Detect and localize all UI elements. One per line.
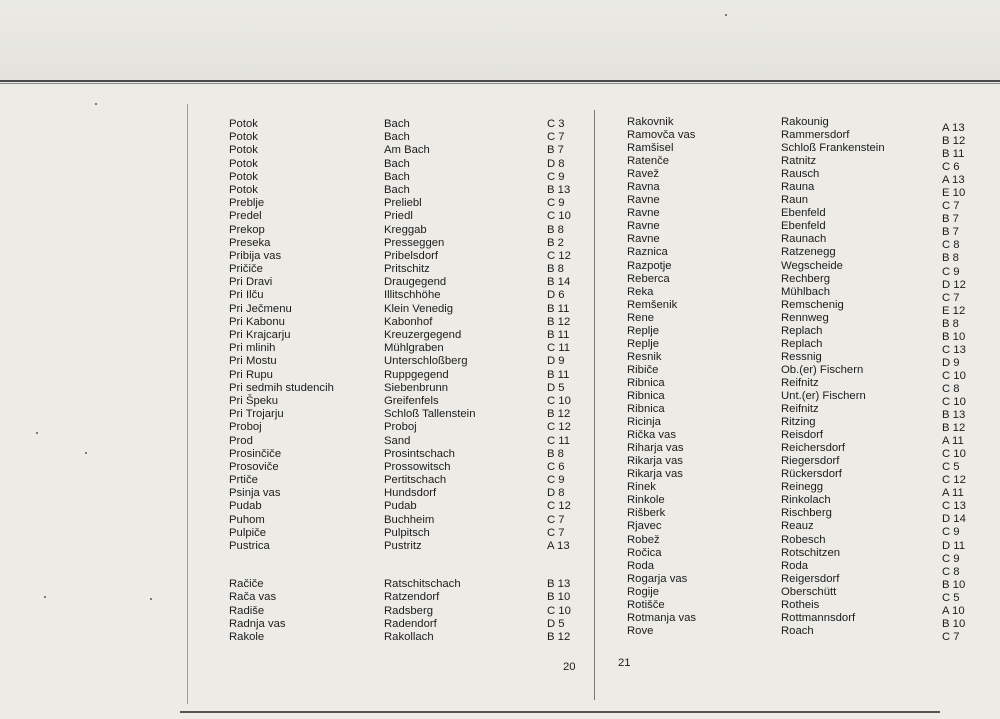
place-name-german: Mühlgraben: [384, 342, 444, 355]
map-grid-reference: A 10: [942, 604, 965, 617]
map-grid-reference: B 11: [547, 302, 570, 315]
place-name-german: Kabonhof: [384, 315, 433, 328]
map-grid-reference: C 10: [942, 395, 966, 408]
map-grid-reference: C 9: [547, 197, 565, 210]
place-name-german: Reifnitz: [781, 403, 819, 416]
place-name-slovene: Rička vas: [627, 429, 676, 442]
map-grid-reference: B 7: [547, 144, 564, 157]
map-grid-reference: D 6: [547, 289, 565, 302]
place-name-slovene: Potok: [229, 118, 258, 130]
place-name-slovene: Rikarja vas: [627, 468, 683, 481]
place-name-slovene: Ravne: [627, 220, 660, 233]
place-name-german: Roda: [781, 559, 809, 572]
place-name-german: Pritschitz: [384, 263, 430, 276]
place-name-slovene: Pri sedmih studencih: [229, 381, 334, 394]
place-name-german: Priedl: [384, 210, 413, 223]
place-name-german: Unt.(er) Fischern: [781, 389, 866, 402]
place-name-german: Ebenfeld: [781, 207, 826, 220]
place-name-slovene: Rove: [627, 624, 654, 637]
place-name-german: Rauna: [781, 181, 815, 194]
map-grid-reference: C 10: [547, 604, 571, 617]
place-name-german: Kreggab: [384, 223, 427, 236]
section-gap: [229, 553, 334, 578]
place-name-german: Pertitschach: [384, 474, 447, 487]
place-name-slovene: Puhom: [229, 513, 265, 526]
bottom-edge-line: [180, 711, 940, 713]
place-name-slovene: Radiše: [229, 604, 265, 617]
place-name-german: Bach: [384, 118, 410, 130]
place-name-slovene: Ramšisel: [627, 142, 674, 155]
place-name-slovene: Riharja vas: [627, 442, 684, 455]
place-name-slovene: Ravne: [627, 207, 660, 220]
place-name-slovene: Radnja vas: [229, 617, 286, 630]
place-name-slovene: Ravne: [627, 233, 660, 246]
map-grid-reference: C 10: [942, 369, 966, 382]
place-name-slovene: Rogije: [627, 585, 660, 598]
map-grid-reference: B 13: [547, 183, 571, 196]
place-name-german: Rottmannsdorf: [781, 611, 856, 624]
map-grid-reference: C 7: [942, 291, 960, 304]
place-name-german: Pulpitsch: [384, 526, 430, 539]
place-name-german: Wegscheide: [781, 259, 843, 272]
map-grid-reference: B 8: [547, 263, 564, 276]
map-grid-reference: B 10: [942, 330, 966, 343]
map-grid-reference: B 8: [942, 252, 959, 265]
map-grid-reference: D 14: [942, 513, 966, 526]
place-name-slovene: Predel: [229, 210, 262, 223]
place-name-slovene: Prtiče: [229, 474, 258, 487]
map-grid-reference: C 7: [547, 513, 565, 526]
scan-speck: [150, 598, 152, 600]
place-name-slovene: Pri Kabonu: [229, 315, 285, 328]
place-name-slovene: Rakovnik: [627, 116, 674, 128]
place-name-german: Am Bach: [384, 144, 430, 157]
place-name-slovene: Psinja vas: [229, 487, 281, 500]
place-name-german: Buchheim: [384, 513, 435, 526]
place-name-german: Reinegg: [781, 481, 824, 494]
scan-speck: [44, 596, 46, 598]
place-name-slovene: Roda: [627, 559, 655, 572]
map-grid-reference: A 11: [942, 435, 964, 448]
map-grid-reference: E 12: [942, 304, 966, 317]
map-grid-reference: C 5: [942, 461, 960, 474]
map-grid-reference: D 8: [547, 487, 565, 500]
place-name-german: Pudab: [384, 500, 417, 513]
place-name-german: Rennweg: [781, 311, 829, 324]
map-grid-reference: B 10: [547, 591, 571, 604]
place-name-slovene: Ramovča vas: [627, 129, 696, 142]
map-grid-reference: C 11: [547, 434, 571, 447]
map-grid-reference: E 10: [942, 187, 966, 200]
map-grid-reference: C 7: [942, 200, 960, 213]
map-grid-reference: C 9: [942, 552, 960, 565]
place-name-german: Radendorf: [384, 617, 437, 630]
place-name-german: Proboj: [384, 421, 417, 434]
map-grid-reference: B 8: [547, 223, 564, 236]
place-name-german: Schloß Frankenstein: [781, 142, 885, 155]
map-grid-reference: D 5: [547, 381, 565, 394]
map-grid-reference: C 9: [547, 170, 565, 183]
place-name-german: Reichersdorf: [781, 442, 846, 455]
place-name-german: Rammersdorf: [781, 129, 850, 142]
place-name-german: Schloß Tallenstein: [384, 408, 476, 421]
place-name-german: Illitschhöhe: [384, 289, 441, 302]
place-name-german: Bach: [384, 170, 410, 183]
map-grid-reference: B 10: [942, 617, 966, 630]
map-grid-reference: A 13: [547, 540, 570, 552]
scan-speck: [85, 452, 87, 454]
place-name-german: Reauz: [781, 520, 814, 533]
place-name-slovene: Pri Rupu: [229, 368, 273, 381]
place-name-slovene: Potok: [229, 157, 258, 170]
place-name-german: Ratzendorf: [384, 591, 440, 604]
place-name-slovene: Pustrica: [229, 540, 270, 552]
map-grid-reference: B 13: [942, 409, 966, 422]
left-page-edge: [187, 104, 188, 704]
place-name-german: Roach: [781, 624, 814, 637]
place-name-slovene: Resnik: [627, 350, 662, 363]
map-grid-reference: C 12: [942, 474, 966, 487]
place-name-slovene: Potok: [229, 183, 258, 196]
place-name-german: Replach: [781, 337, 823, 350]
place-name-german: Replach: [781, 324, 823, 337]
place-name-german: Raunach: [781, 233, 827, 246]
place-name-german: Kreuzergegend: [384, 329, 462, 341]
map-grid-reference: C 10: [547, 210, 571, 223]
place-name-german: Hundsdorf: [384, 487, 437, 500]
place-name-german: Ratschitschach: [384, 578, 461, 591]
place-name-slovene: Rinek: [627, 481, 656, 494]
place-name-slovene: Ročica: [627, 546, 662, 559]
place-name-slovene: Ribnica: [627, 376, 665, 389]
place-name-slovene: Rišberk: [627, 507, 666, 520]
place-name-slovene: Rogarja vas: [627, 572, 688, 585]
place-name-slovene: Potok: [229, 144, 258, 157]
place-name-slovene: Reka: [627, 285, 654, 298]
place-name-slovene: Pri Trojarju: [229, 408, 284, 421]
place-name-slovene: Ratenče: [627, 155, 670, 168]
map-grid-reference: D 9: [942, 356, 960, 369]
place-name-german: Robesch: [781, 533, 826, 546]
map-grid-reference: C 6: [547, 460, 565, 473]
map-grid-reference: D 5: [547, 617, 565, 630]
place-name-slovene: Preblje: [229, 197, 265, 210]
place-name-german: Sand: [384, 434, 411, 447]
map-grid-reference: A 13: [942, 122, 965, 134]
scan-fold-line: [0, 83, 1000, 84]
place-name-slovene: Ricinja: [627, 416, 661, 429]
map-grid-reference: C 11: [547, 342, 571, 355]
map-grid-reference: C 12: [547, 421, 571, 434]
place-name-german: Rückersdorf: [781, 468, 842, 481]
map-grid-reference: C 10: [547, 394, 571, 407]
map-grid-reference: C 6: [942, 161, 960, 174]
place-name-german: Ressnig: [781, 350, 822, 363]
place-name-german: Reisdorf: [781, 429, 824, 442]
place-name-slovene: Pribija vas: [229, 249, 282, 262]
scan-speck: [95, 103, 97, 105]
place-name-german: Pribelsdorf: [384, 249, 438, 262]
place-name-slovene: Pri Dravi: [229, 276, 273, 289]
map-grid-reference: B 12: [547, 408, 571, 421]
place-name-slovene: Rinkole: [627, 494, 665, 507]
place-name-slovene: Raznica: [627, 246, 668, 259]
map-grid-reference: C 12: [547, 500, 571, 513]
place-name-slovene: Prod: [229, 434, 253, 447]
map-grid-reference: B 11: [547, 329, 570, 341]
map-grid-reference: D 9: [547, 355, 565, 368]
place-name-slovene: Rotmanja vas: [627, 611, 697, 624]
map-grid-reference: B 10: [942, 578, 966, 591]
map-grid-reference: B 8: [942, 317, 959, 330]
map-grid-reference: B 14: [547, 276, 571, 289]
place-name-german: Prosintschach: [384, 447, 455, 460]
place-name-slovene: Prosinčiče: [229, 447, 282, 460]
place-name-slovene: Pri Ječmenu: [229, 302, 292, 315]
map-grid-reference: B 12: [942, 422, 966, 435]
book-gutter: [594, 110, 595, 700]
map-grid-reference: D 12: [942, 278, 966, 291]
left-page-grid-column: [547, 118, 571, 644]
place-name-german: Ebenfeld: [781, 220, 826, 233]
place-name-german: Rotheis: [781, 598, 820, 611]
place-name-slovene: Pri Ilču: [229, 289, 264, 302]
map-grid-reference: C 7: [547, 526, 565, 539]
map-grid-reference: A 13: [942, 174, 965, 187]
map-grid-reference: D 11: [942, 539, 966, 552]
place-name-slovene: Proboj: [229, 421, 262, 434]
map-grid-reference: B 12: [942, 135, 966, 148]
left-page-german-column: [384, 118, 475, 644]
right-page-slovene-column: [627, 116, 696, 638]
scan-speck: [725, 14, 727, 16]
place-name-slovene: Ribiče: [627, 363, 659, 376]
place-name-german: Reigersdorf: [781, 572, 840, 585]
place-name-german: Radsberg: [384, 604, 433, 617]
map-grid-reference: C 7: [547, 131, 565, 144]
left-page-number: 20: [563, 661, 576, 673]
place-name-german: Bach: [384, 157, 410, 170]
right-page-german-column: [781, 116, 885, 638]
map-grid-reference: B 12: [547, 315, 571, 328]
place-name-slovene: Ravež: [627, 168, 660, 181]
place-name-slovene: Potok: [229, 131, 258, 144]
map-grid-reference: B 2: [547, 236, 564, 249]
place-name-german: Ratzenegg: [781, 246, 836, 259]
place-name-slovene: Rakole: [229, 630, 265, 643]
place-name-german: Ob.(er) Fischern: [781, 363, 864, 376]
right-page-grid-column: [942, 122, 966, 644]
place-name-german: Draugegend: [384, 276, 447, 289]
place-name-slovene: Prekop: [229, 223, 265, 236]
place-name-german: Rinkolach: [781, 494, 831, 507]
place-name-german: Raun: [781, 194, 809, 207]
place-name-slovene: Rikarja vas: [627, 455, 683, 468]
map-grid-reference: C 9: [942, 526, 960, 539]
place-name-german: Rotschitzen: [781, 546, 841, 559]
map-grid-reference: C 10: [942, 448, 966, 461]
place-name-slovene: Replje: [627, 337, 660, 350]
map-grid-reference: C 8: [942, 565, 960, 578]
map-grid-reference: B 11: [547, 368, 570, 381]
place-name-slovene: Ribnica: [627, 403, 665, 416]
place-name-german: Presseggen: [384, 236, 445, 249]
place-name-german: Rechberg: [781, 272, 830, 285]
map-grid-reference: B 12: [547, 630, 571, 643]
section-gap: [547, 553, 571, 578]
place-name-german: Ritzing: [781, 416, 816, 429]
place-name-german: Pustritz: [384, 540, 422, 552]
map-grid-reference: B 7: [942, 213, 959, 226]
map-grid-reference: C 13: [942, 343, 966, 356]
map-grid-reference: C 9: [547, 474, 565, 487]
place-name-german: Rausch: [781, 168, 820, 181]
place-name-german: Bach: [384, 131, 410, 144]
place-name-slovene: Razpotje: [627, 259, 672, 272]
place-name-german: Oberschütt: [781, 585, 837, 598]
place-name-german: Klein Venedig: [384, 302, 454, 315]
place-name-slovene: Rene: [627, 311, 655, 324]
place-name-german: Preliebl: [384, 197, 422, 210]
place-name-german: Reifnitz: [781, 376, 819, 389]
map-grid-reference: C 13: [942, 500, 966, 513]
place-name-slovene: Pričiče: [229, 263, 263, 276]
place-name-german: Siebenbrunn: [384, 381, 449, 394]
place-name-slovene: Robež: [627, 533, 660, 546]
place-name-german: Unterschloßberg: [384, 355, 468, 368]
scan-speck: [36, 432, 38, 434]
place-name-slovene: Rača vas: [229, 591, 277, 604]
map-grid-reference: C 5: [942, 591, 960, 604]
map-grid-reference: B 13: [547, 578, 571, 591]
place-name-slovene: Račiče: [229, 578, 264, 591]
place-name-german: Rischberg: [781, 507, 832, 520]
place-name-slovene: Rjavec: [627, 520, 662, 533]
map-grid-reference: C 8: [942, 239, 960, 252]
place-name-german: Bach: [384, 183, 410, 196]
place-name-slovene: Remšenik: [627, 298, 678, 311]
place-name-slovene: Pri Špeku: [229, 394, 278, 407]
map-grid-reference: A 11: [942, 487, 964, 500]
place-name-german: Mühlbach: [781, 285, 830, 298]
place-name-slovene: Pudab: [229, 500, 262, 513]
place-name-slovene: Prosoviče: [229, 460, 279, 473]
place-name-german: Rakollach: [384, 630, 434, 643]
map-grid-reference: C 8: [942, 382, 960, 395]
place-name-slovene: Rotišče: [627, 598, 665, 611]
place-name-slovene: Pri mlinih: [229, 342, 276, 355]
place-name-german: Riegersdorf: [781, 455, 840, 468]
map-grid-reference: C 3: [547, 118, 565, 130]
place-name-german: Ruppgegend: [384, 368, 449, 381]
map-grid-reference: C 7: [942, 630, 960, 643]
right-page-number: 21: [618, 657, 631, 669]
scan-top-band: [0, 0, 1000, 82]
place-name-german: Ratnitz: [781, 155, 817, 168]
place-name-slovene: Ravna: [627, 181, 660, 194]
place-name-slovene: Potok: [229, 170, 258, 183]
map-grid-reference: C 12: [547, 249, 571, 262]
left-page-slovene-column: [229, 118, 334, 644]
place-name-slovene: Pri Mostu: [229, 355, 277, 368]
place-name-slovene: Ribnica: [627, 389, 665, 402]
section-gap: [384, 553, 475, 578]
place-name-slovene: Replje: [627, 324, 660, 337]
map-grid-reference: B 11: [942, 148, 965, 161]
place-name-slovene: Preseka: [229, 236, 271, 249]
place-name-slovene: Pri Krajcarju: [229, 329, 291, 341]
place-name-slovene: Reberca: [627, 272, 670, 285]
place-name-slovene: Ravne: [627, 194, 660, 207]
place-name-german: Greifenfels: [384, 394, 439, 407]
place-name-slovene: Pulpiče: [229, 526, 267, 539]
map-grid-reference: B 7: [942, 226, 959, 239]
place-name-german: Prossowitsch: [384, 460, 451, 473]
place-name-german: Remschenig: [781, 298, 844, 311]
map-grid-reference: B 8: [547, 447, 564, 460]
map-grid-reference: D 8: [547, 157, 565, 170]
place-name-german: Rakounig: [781, 116, 829, 128]
map-grid-reference: C 9: [942, 265, 960, 278]
